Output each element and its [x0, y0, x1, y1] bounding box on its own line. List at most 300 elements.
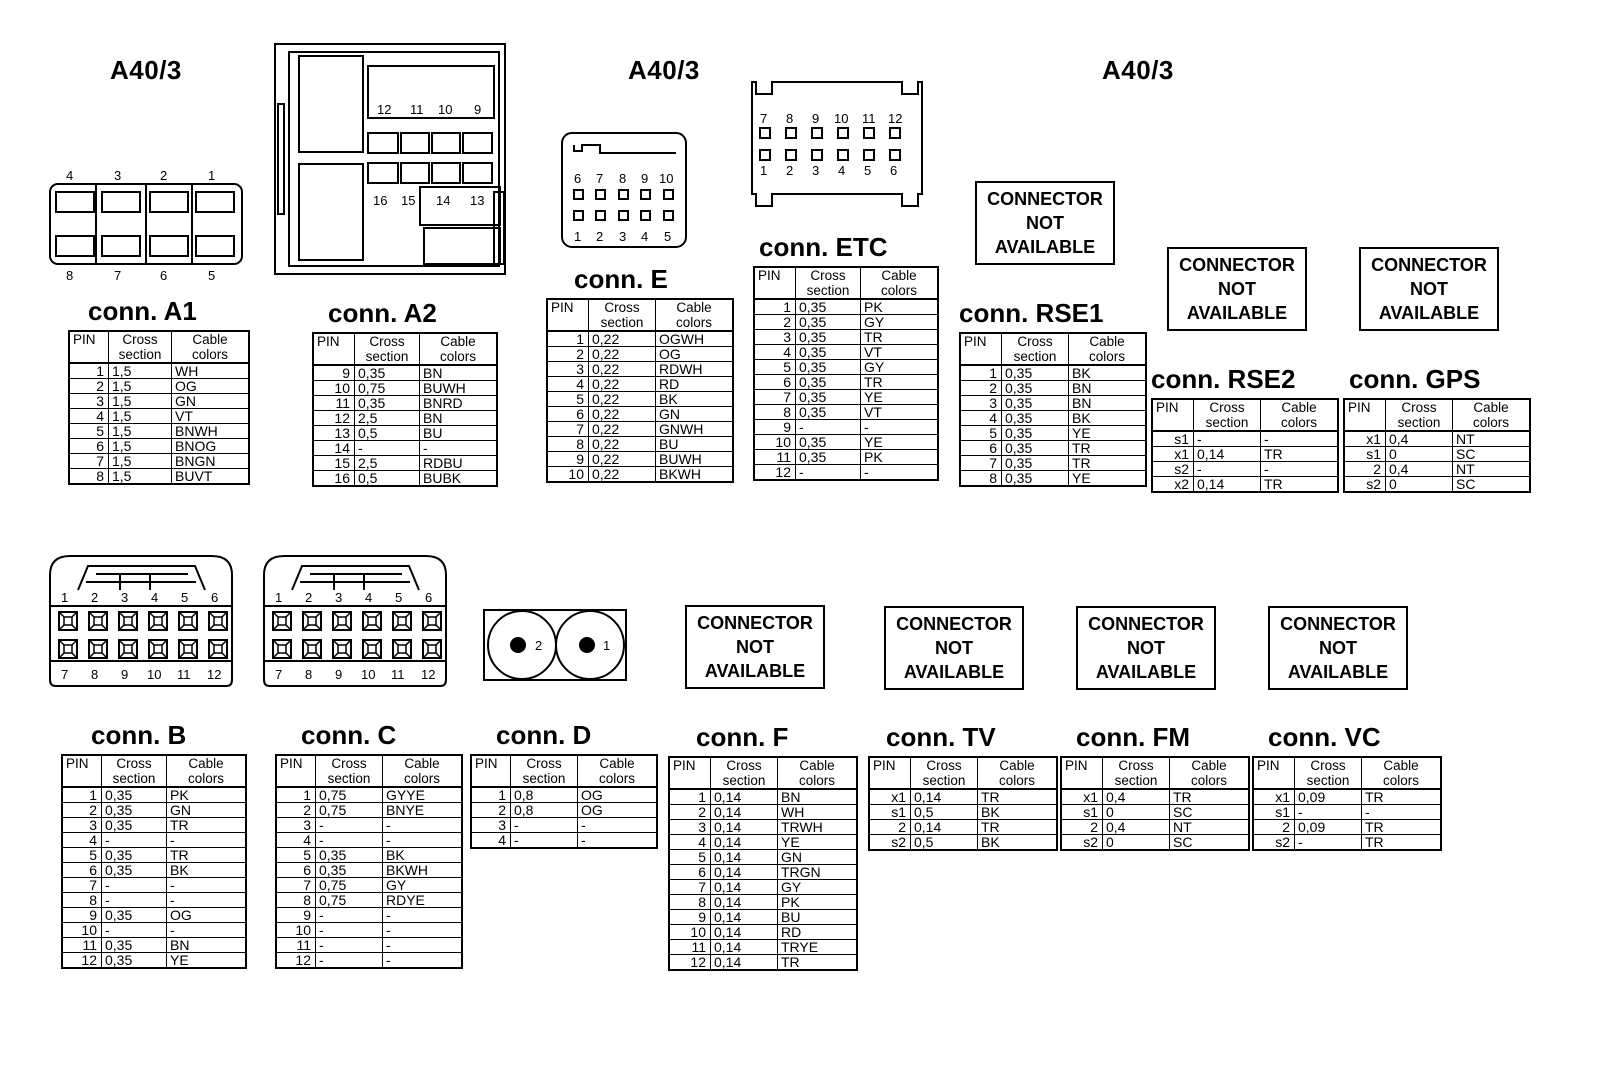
a1-pin-label: 2: [160, 168, 168, 183]
pin-row: [869, 835, 1057, 851]
pin-row: [276, 893, 462, 908]
pin-number: 4: [69, 409, 109, 424]
pin-number: 4: [754, 345, 796, 360]
pin-row: [62, 923, 246, 938]
cable-color: WH: [778, 805, 858, 820]
connector-gps: [1343, 364, 1531, 493]
d-pin-label: 1: [603, 638, 611, 653]
connector-fm: [1060, 722, 1250, 851]
cable-colors-column-header: Cable colors: [1170, 757, 1250, 789]
cable-color: GY: [861, 315, 939, 330]
cross-section: 0,4: [1103, 820, 1170, 835]
cable-colors-column-header: Cable colors: [383, 755, 463, 787]
header-a40-3-right: A40/3: [1102, 55, 1174, 85]
pin-label: 5: [395, 590, 403, 605]
cross-section: 0,4: [1103, 789, 1170, 805]
pin-cavity-corner: [149, 640, 167, 658]
cross-section: 0,35: [102, 803, 167, 818]
a1-pin-label: 6: [160, 268, 168, 283]
cable-colors-column-header: Cable colors: [578, 755, 658, 787]
cross-section: 0,14: [1194, 477, 1261, 493]
pin-label: 4: [365, 590, 373, 605]
cross-section: 0,35: [102, 908, 167, 923]
cross-section: 0,35: [1002, 441, 1069, 456]
cross-section: 0,14: [711, 820, 778, 835]
cable-color: RDWH: [656, 362, 734, 377]
cross-section: 1,5: [109, 424, 172, 439]
header-a40-3-left: A40/3: [110, 55, 182, 85]
cable-color: BU: [778, 910, 858, 925]
pin-table: [61, 754, 247, 969]
e-pin-label: 10: [659, 171, 674, 186]
cross-section: 2,5: [355, 456, 420, 471]
pin-row: [471, 833, 657, 849]
cross-section: -: [796, 420, 861, 435]
cross-section: 0,09: [1295, 789, 1362, 805]
pin-number: 1: [547, 331, 589, 347]
cross-section: 0,14: [711, 940, 778, 955]
cable-color: VT: [861, 405, 939, 420]
pin-number: 7: [62, 878, 102, 893]
pin-table: [1151, 398, 1339, 493]
cross-section: 0,35: [102, 787, 167, 803]
cable-color: TR: [1362, 789, 1442, 805]
pin-row: [754, 360, 938, 375]
pin-cavity-corner: [209, 640, 227, 658]
pin-row: [869, 805, 1057, 820]
cross-section: 0,35: [1002, 426, 1069, 441]
pin-number: 8: [62, 893, 102, 908]
pin-cavity-corner: [209, 612, 227, 630]
pin-row: [69, 454, 249, 469]
pin-row: [313, 471, 497, 487]
cable-color: -: [420, 441, 498, 456]
cross-section: 0,14: [711, 805, 778, 820]
pin-row: [960, 365, 1146, 381]
cable-color: TR: [1069, 456, 1147, 471]
cross-section: -: [102, 923, 167, 938]
cable-color: TRGN: [778, 865, 858, 880]
pin-number: 12: [313, 411, 355, 426]
cross-section: 0,35: [796, 390, 861, 405]
pin-column-header: PIN: [471, 755, 511, 787]
cross-section-column-header: Cross section: [355, 333, 420, 365]
pin-contact: [64, 645, 72, 653]
pin-row: [62, 833, 246, 848]
not-available-gps: CONNECTOR NOT AVAILABLE: [1359, 247, 1499, 331]
cable-color: BNRD: [420, 396, 498, 411]
pin-column-header: PIN: [869, 757, 911, 789]
pin-number: 2: [471, 803, 511, 818]
pin-row: [69, 439, 249, 454]
connector-title: conn. GPS: [1349, 364, 1481, 394]
pin-number: 8: [547, 437, 589, 452]
pin-label: 7: [61, 667, 69, 682]
pin-table: [1252, 756, 1442, 851]
pin-number: 3: [547, 362, 589, 377]
connector-title: conn. RSE1: [959, 298, 1104, 328]
pin-number: 9: [669, 910, 711, 925]
cable-colors-column-header: Cable colors: [978, 757, 1058, 789]
pin-number: 11: [669, 940, 711, 955]
a2-pin-label: 10: [438, 102, 453, 117]
pin-label: 6: [425, 590, 433, 605]
pin-number: 3: [754, 330, 796, 345]
pin-contact: [154, 617, 162, 625]
pin-cavity-corner: [273, 612, 291, 630]
pin-row: [754, 420, 938, 435]
pin-cavity-corner: [423, 640, 441, 658]
pin-number: s1: [1344, 447, 1386, 462]
pin-label: 10: [361, 667, 376, 682]
pin-number: 7: [960, 456, 1002, 471]
cross-section-column-header: Cross section: [316, 755, 383, 787]
pin-cavity-corner: [59, 612, 77, 630]
pin-number: 1: [62, 787, 102, 803]
cable-color: YE: [167, 953, 247, 969]
pin-number: 15: [313, 456, 355, 471]
cross-section: 0,35: [102, 938, 167, 953]
pin-number: 12: [62, 953, 102, 969]
pin-table-header: [754, 267, 938, 299]
cable-color: NT: [1453, 462, 1531, 477]
pin-contact: [214, 645, 222, 653]
pin-number: 2: [669, 805, 711, 820]
cable-color: NT: [1170, 820, 1250, 835]
cross-section: -: [1295, 805, 1362, 820]
pin-label: 6: [211, 590, 219, 605]
pin-number: 6: [754, 375, 796, 390]
pin-row: [69, 379, 249, 394]
cross-section: 0,22: [589, 452, 656, 467]
cross-section: 0,35: [355, 365, 420, 381]
cross-section-column-header: Cross section: [589, 299, 656, 331]
pin-table-header: [669, 757, 857, 789]
pin-row: [62, 863, 246, 878]
cross-section: -: [1295, 835, 1362, 851]
pin-cavity-corner: [273, 640, 291, 658]
cable-color: -: [383, 938, 463, 953]
pin-row: [313, 365, 497, 381]
connector-title: conn. FM: [1076, 722, 1191, 752]
pin-number: 7: [276, 878, 316, 893]
pin-label: 7: [275, 667, 283, 682]
cross-section: 0,35: [796, 450, 861, 465]
etc-pin-label: 10: [834, 111, 849, 126]
cable-color: VT: [172, 409, 250, 424]
cross-section: 1,5: [109, 363, 172, 379]
cross-section: 0,35: [796, 435, 861, 450]
connector-title: conn. B: [91, 720, 187, 750]
pin-cavity-corner: [363, 612, 381, 630]
cable-color: BK: [656, 392, 734, 407]
cross-section: 1,5: [109, 379, 172, 394]
pin-table-header: [1061, 757, 1249, 789]
d-pin-1: [579, 637, 595, 653]
pin-table: [668, 756, 858, 971]
pin-row: [62, 878, 246, 893]
pin-table-header: [960, 333, 1146, 365]
pin-column-header: PIN: [69, 331, 109, 363]
cable-color: -: [167, 893, 247, 908]
pin-row: [62, 848, 246, 863]
pin-cavity-corner: [179, 640, 197, 658]
pin-number: 1: [69, 363, 109, 379]
connector-vc: [1252, 722, 1442, 851]
cross-section: 0,8: [511, 803, 578, 818]
pin-number: 2: [1061, 820, 1103, 835]
pin-number: x1: [1061, 789, 1103, 805]
cross-section: 0,14: [1194, 447, 1261, 462]
pin-number: x1: [1253, 789, 1295, 805]
cross-section: -: [102, 878, 167, 893]
pin-number: 10: [276, 923, 316, 938]
pin-number: 10: [754, 435, 796, 450]
pin-cavity-corner: [363, 640, 381, 658]
cable-color: TR: [1069, 441, 1147, 456]
cable-color: GN: [172, 394, 250, 409]
connector-title: conn. RSE2: [1151, 364, 1296, 394]
cable-color: YE: [861, 435, 939, 450]
cross-section: 0,14: [911, 820, 978, 835]
cable-colors-column-header: Cable colors: [1453, 399, 1531, 431]
cross-section: 0,22: [589, 407, 656, 422]
cross-section: -: [316, 923, 383, 938]
pin-number: s2: [1344, 477, 1386, 493]
pin-row: [276, 833, 462, 848]
pin-number: 8: [669, 895, 711, 910]
pin-row: [754, 405, 938, 420]
cable-color: PK: [861, 450, 939, 465]
pin-number: 3: [62, 818, 102, 833]
pin-column-header: PIN: [754, 267, 796, 299]
pin-number: 2: [1344, 462, 1386, 477]
connector-a1: [68, 296, 250, 485]
cross-section: -: [1194, 462, 1261, 477]
pin-number: s1: [1061, 805, 1103, 820]
cable-color: TR: [861, 375, 939, 390]
connector-tv: [868, 722, 1058, 851]
connector-title: conn. D: [496, 720, 592, 750]
pin-number: 8: [276, 893, 316, 908]
cross-section: 0,5: [355, 426, 420, 441]
pin-row: [547, 452, 733, 467]
pin-label: 12: [421, 667, 436, 682]
cross-section-column-header: Cross section: [109, 331, 172, 363]
pin-row: [960, 396, 1146, 411]
pin-number: 7: [69, 454, 109, 469]
cable-color: SC: [1170, 805, 1250, 820]
cable-color: BK: [978, 805, 1058, 820]
cable-color: PK: [778, 895, 858, 910]
pin-number: 5: [669, 850, 711, 865]
pin-number: 11: [276, 938, 316, 953]
pin-contact: [398, 617, 406, 625]
cable-color: BN: [1069, 381, 1147, 396]
cable-color: BN: [420, 411, 498, 426]
pin-row: [547, 467, 733, 483]
pin-number: 3: [471, 818, 511, 833]
pin-row: [471, 803, 657, 818]
connector-d: [470, 720, 658, 849]
pin-column-header: PIN: [62, 755, 102, 787]
pin-cavity-corner: [303, 612, 321, 630]
pin-row: [69, 469, 249, 485]
etc-pin-label: 7: [760, 111, 768, 126]
pin-number: 12: [669, 955, 711, 971]
pin-contact: [94, 645, 102, 653]
pin-number: 2: [276, 803, 316, 818]
cable-color: GY: [383, 878, 463, 893]
connector-title: conn. TV: [886, 722, 996, 752]
pin-number: 4: [960, 411, 1002, 426]
pin-row: [62, 938, 246, 953]
pin-row: [276, 818, 462, 833]
cross-section: -: [316, 953, 383, 969]
cable-color: TR: [1261, 477, 1339, 493]
pin-cavity-corner: [393, 640, 411, 658]
pin-row: [276, 803, 462, 818]
cross-section: 0,35: [796, 345, 861, 360]
cross-section: 0,35: [1002, 396, 1069, 411]
pin-number: 5: [62, 848, 102, 863]
pin-number: x1: [1152, 447, 1194, 462]
pin-row: [471, 787, 657, 803]
cable-color: TR: [978, 820, 1058, 835]
pin-row: [471, 818, 657, 833]
cross-section: -: [102, 833, 167, 848]
cable-color: TR: [167, 818, 247, 833]
cross-section: 0,14: [711, 880, 778, 895]
pin-number: s1: [869, 805, 911, 820]
pin-number: 9: [313, 365, 355, 381]
pin-column-header: PIN: [1253, 757, 1295, 789]
pin-row: [547, 437, 733, 452]
pin-number: 3: [276, 818, 316, 833]
cable-colors-column-header: Cable colors: [420, 333, 498, 365]
cross-section: 0,4: [1386, 431, 1453, 447]
pin-number: 12: [754, 465, 796, 481]
pin-number: 9: [547, 452, 589, 467]
connector-rse1: [959, 298, 1147, 487]
etc-pin-label: 11: [862, 111, 876, 126]
cross-section: 0,22: [589, 437, 656, 452]
a1-pin-label: 1: [208, 168, 216, 183]
pin-number: s1: [1152, 431, 1194, 447]
cable-color: NT: [1453, 431, 1531, 447]
pin-cavity-corner: [333, 612, 351, 630]
pin-column-header: PIN: [1152, 399, 1194, 431]
pin-table-header: [69, 331, 249, 363]
pin-number: x2: [1152, 477, 1194, 493]
pin-cavity-corner: [59, 640, 77, 658]
pin-number: 5: [69, 424, 109, 439]
pin-row: [276, 938, 462, 953]
pin-row: [276, 953, 462, 969]
cross-section: -: [511, 833, 578, 849]
cross-section: -: [355, 441, 420, 456]
cable-color: GY: [861, 360, 939, 375]
cable-color: BK: [1069, 365, 1147, 381]
cable-colors-column-header: Cable colors: [172, 331, 250, 363]
cross-section: 0: [1103, 835, 1170, 851]
pin-table: [1343, 398, 1531, 493]
a1-pin-label: 7: [114, 268, 122, 283]
pin-number: 9: [754, 420, 796, 435]
pin-row: [869, 789, 1057, 805]
pin-row: [754, 435, 938, 450]
pin-number: 3: [960, 396, 1002, 411]
pin-number: 10: [62, 923, 102, 938]
not-available-vc: CONNECTOR NOT AVAILABLE: [1268, 606, 1408, 690]
cross-section: 0,35: [796, 315, 861, 330]
pin-number: s2: [1152, 462, 1194, 477]
pin-number: 2: [869, 820, 911, 835]
cable-color: BUBK: [420, 471, 498, 487]
pin-number: 4: [547, 377, 589, 392]
cable-color: GNWH: [656, 422, 734, 437]
cross-section: -: [316, 908, 383, 923]
cable-color: RDBU: [420, 456, 498, 471]
pin-column-header: PIN: [1061, 757, 1103, 789]
pin-cavity-corner: [149, 612, 167, 630]
pin-row: [62, 908, 246, 923]
pin-number: 4: [669, 835, 711, 850]
a2-pin-label: 11: [410, 102, 424, 117]
cable-color: OG: [656, 347, 734, 362]
cross-section: -: [102, 893, 167, 908]
pin-number: 2: [62, 803, 102, 818]
pin-row: [669, 805, 857, 820]
cross-section: 0,35: [1002, 471, 1069, 487]
cross-section: 0,35: [355, 396, 420, 411]
cross-section: 0,8: [511, 787, 578, 803]
cable-colors-column-header: Cable colors: [167, 755, 247, 787]
connector-b-pins: [59, 612, 227, 658]
pin-contact: [368, 617, 376, 625]
cable-color: OGWH: [656, 331, 734, 347]
pin-number: 14: [313, 441, 355, 456]
cross-section: 0,35: [796, 405, 861, 420]
cross-section-column-header: Cross section: [1002, 333, 1069, 365]
cross-section: 0: [1103, 805, 1170, 820]
pin-row: [313, 456, 497, 471]
pin-row: [669, 925, 857, 940]
pin-number: x1: [1344, 431, 1386, 447]
pin-number: 8: [960, 471, 1002, 487]
cross-section: 0,5: [911, 835, 978, 851]
connector-a2: [312, 298, 498, 487]
pin-row: [960, 381, 1146, 396]
cross-section: 0,35: [316, 848, 383, 863]
cross-section: 0,35: [102, 848, 167, 863]
pin-row: [69, 409, 249, 424]
cross-section: 2,5: [355, 411, 420, 426]
cable-color: RDYE: [383, 893, 463, 908]
cable-color: YE: [778, 835, 858, 850]
cross-section-column-header: Cross section: [711, 757, 778, 789]
pin-number: 1: [754, 299, 796, 315]
pin-column-header: PIN: [313, 333, 355, 365]
cable-color: SC: [1453, 447, 1531, 462]
pin-column-header: PIN: [1344, 399, 1386, 431]
cable-color: TR: [1362, 835, 1442, 851]
pin-row: [1344, 447, 1530, 462]
pin-row: [62, 787, 246, 803]
cable-color: GYYE: [383, 787, 463, 803]
cable-color: PK: [167, 787, 247, 803]
pin-contact: [398, 645, 406, 653]
